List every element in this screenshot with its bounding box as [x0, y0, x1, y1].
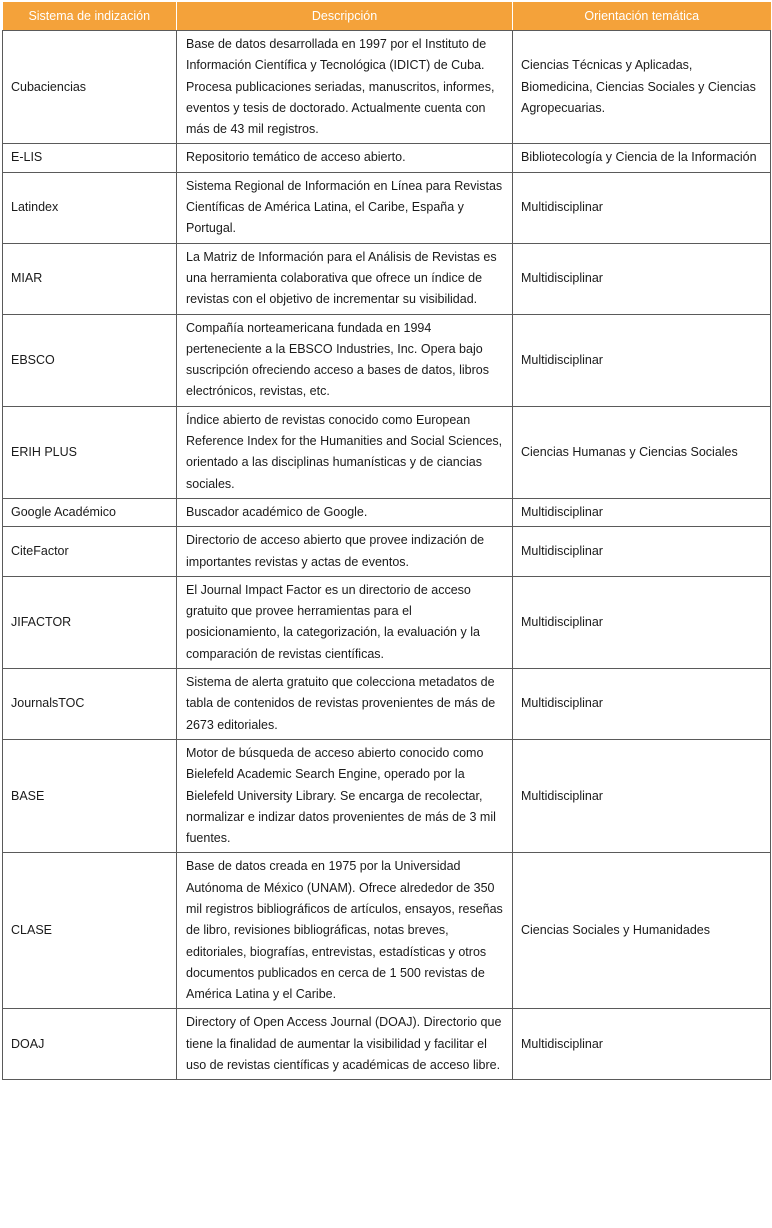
cell-orientation: Ciencias Técnicas y Aplicadas, Biomedicina, Ciencias Sociales y Ciencias Agropecuarias. [513, 31, 771, 144]
cell-system: Google Académico [3, 498, 177, 526]
table-row [3, 172, 771, 243]
cell-description: Índice abierto de revistas conocido como European Reference Index for the Humanities and Social Sciences, orientado a las disciplinas humanísticas y de ciancias sociales. [177, 406, 513, 498]
cell-system: ERIH PLUS [3, 406, 177, 498]
header-orientation: Orientación temática [513, 2, 771, 31]
cell-description: Buscador académico de Google. [177, 498, 513, 526]
cell-system: BASE [3, 739, 177, 852]
cell-orientation: Multidisciplinar [513, 498, 771, 526]
cell-orientation: Multidisciplinar [513, 527, 771, 577]
cell-description: Sistema de alerta gratuito que colecciona metadatos de tabla de contenidos de revistas provenientes de más de 2673 editoriales. [177, 669, 513, 740]
table-row [3, 144, 771, 172]
cell-system: Cubaciencias [3, 31, 177, 144]
cell-description: Sistema Regional de Información en Línea para Revistas Científicas de América Latina, el Caribe, España y Portugal. [177, 172, 513, 243]
cell-system: DOAJ [3, 1009, 177, 1080]
cell-description: Directory of Open Access Journal (DOAJ). Directorio que tiene la finalidad de aumentar la visibilidad y facilitar el uso de revistas científicas y académicas de acceso libre. [177, 1009, 513, 1080]
cell-description: Base de datos creada en 1975 por la Universidad Autónoma de México (UNAM). Ofrece alrededor de 350 mil registros bibliográficos de artículos, ensayos, reseñas de libro, revisiones bibliográficas, notas breves, editoriales, biografías, entrevistas, estadísticas y otros documentos publicados en cerca de 1 500 revistas de América Latina y el Caribe. [177, 853, 513, 1009]
cell-system: CiteFactor [3, 527, 177, 577]
cell-orientation: Ciencias Sociales y Humanidades [513, 853, 771, 1009]
table-row [3, 498, 771, 526]
header-row [3, 2, 771, 31]
cell-system: JournalsTOC [3, 669, 177, 740]
cell-description: Motor de búsqueda de acceso abierto conocido como Bielefeld Academic Search Engine, operado por la Bielefeld University Library. Se encarga de recolectar, normalizar e indizar datos provenientes de más de 3 mil fuentes. [177, 739, 513, 852]
indexing-systems-table [2, 2, 771, 1080]
table-row [3, 1009, 771, 1080]
cell-system: EBSCO [3, 314, 177, 406]
table-row [3, 31, 771, 144]
table-row [3, 314, 771, 406]
cell-system: MIAR [3, 243, 177, 314]
header-description: Descripción [177, 2, 513, 31]
table-row [3, 406, 771, 498]
cell-description: El Journal Impact Factor es un directorio de acceso gratuito que provee herramientas para el posicionamiento, la categorización, la evaluación y la comparación de revistas científicas. [177, 576, 513, 668]
table-row [3, 669, 771, 740]
cell-orientation: Multidisciplinar [513, 1009, 771, 1080]
header-system: Sistema de indización [3, 2, 177, 31]
cell-orientation: Multidisciplinar [513, 576, 771, 668]
table-row [3, 739, 771, 852]
cell-description: La Matriz de Información para el Análisis de Revistas es una herramienta colaborativa que ofrece un índice de revistas con el objetivo de incrementar su visibilidad. [177, 243, 513, 314]
table-row [3, 853, 771, 1009]
cell-system: CLASE [3, 853, 177, 1009]
table-row [3, 576, 771, 668]
cell-description: Compañía norteamericana fundada en 1994 perteneciente a la EBSCO Industries, Inc. Opera bajo suscripción ofreciendo acceso a bases de datos, libros electrónicos, revistas, etc. [177, 314, 513, 406]
cell-description: Base de datos desarrollada en 1997 por el Instituto de Información Científica y Tecnológica (IDICT) de Cuba. Procesa publicaciones seriadas, manuscritos, informes, eventos y tesis de doctorado. Actualmente cuenta con más de 43 mil registros. [177, 31, 513, 144]
cell-orientation: Ciencias Humanas y Ciencias Sociales [513, 406, 771, 498]
table-row [3, 243, 771, 314]
cell-description: Directorio de acceso abierto que provee indización de importantes revistas y actas de eventos. [177, 527, 513, 577]
table-row [3, 527, 771, 577]
cell-orientation: Multidisciplinar [513, 172, 771, 243]
cell-system: E-LIS [3, 144, 177, 172]
table-header [3, 2, 771, 31]
table-body [3, 31, 771, 1080]
cell-orientation: Multidisciplinar [513, 669, 771, 740]
cell-orientation: Multidisciplinar [513, 739, 771, 852]
cell-orientation: Bibliotecología y Ciencia de la Información [513, 144, 771, 172]
cell-description: Repositorio temático de acceso abierto. [177, 144, 513, 172]
cell-system: Latindex [3, 172, 177, 243]
cell-orientation: Multidisciplinar [513, 314, 771, 406]
cell-orientation: Multidisciplinar [513, 243, 771, 314]
cell-system: JIFACTOR [3, 576, 177, 668]
